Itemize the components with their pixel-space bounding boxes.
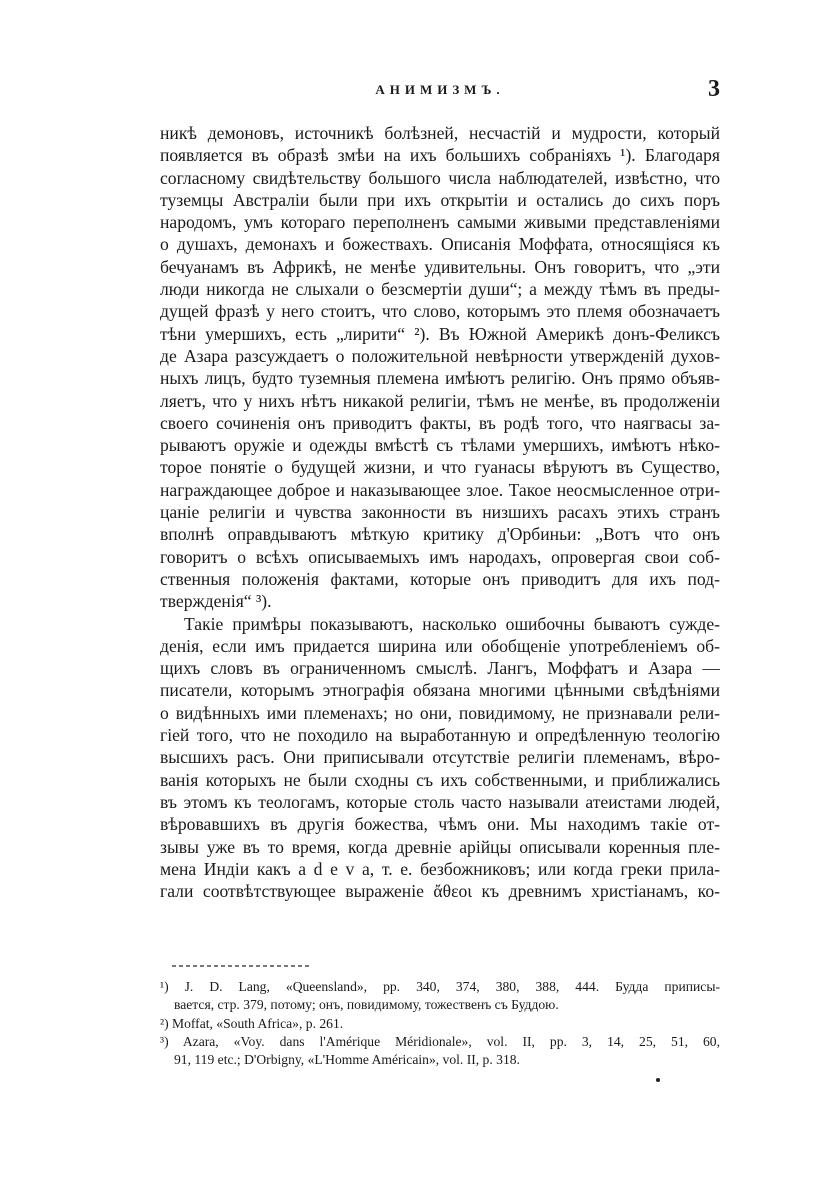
text-line: дущей фразѣ у него стоитъ, что слово, которымъ это племя обозначаетъ (160, 301, 720, 322)
footnote-line: вается, стр. 379, потому; онъ, повидимому, тожественъ съ Буддою. (174, 997, 559, 1013)
text-line: гали соотвѣтствующее выраженіе ἄθεοι къ древнимъ христіанамъ, ко- (160, 881, 720, 902)
running-head (160, 76, 720, 110)
footnote-divider (172, 965, 312, 967)
text-line: въ этомъ къ теологамъ, которые столь часто называли атеистами людей, (160, 791, 720, 812)
body-text (160, 122, 720, 902)
page-number: 3 (708, 76, 720, 102)
running-title: АНИМИЗМЪ. (375, 82, 505, 97)
text-line: говоритъ о всѣхъ описываемыхъ имъ народахъ, опровергая свои соб- (160, 546, 720, 567)
text-line: торое понятіе о будущей жизни, и что гуанасы вѣруютъ въ Существо, (160, 457, 720, 478)
text-line: мена Индіи какъ a d e v a, т. е. безбожниковъ; или когда греки прила- (160, 858, 720, 879)
text-line: высшихъ расъ. Они приписывали отсутствіе религіи племенамъ, вѣро- (160, 747, 720, 768)
text-line: о душахъ, демонахъ и божествахъ. Описанія Моффата, относящіяся къ (160, 234, 720, 255)
text-line: гіей того, что не походило на выработанную и опредѣленную теологію (160, 725, 720, 746)
text-line: появляется въ образѣ змѣи на ихъ большихъ собраніяхъ ¹). Благодаря (160, 145, 720, 166)
text-line: ванія которыхъ не были сходны съ ихъ собственными, и приближались (160, 769, 720, 790)
print-speck (656, 1078, 660, 1082)
text-line: люди никогда не слыхали о безсмертіи души“; а между тѣмъ въ преды- (160, 279, 720, 300)
text-line: туземцы Австраліи были при ихъ открытіи и остались до сихъ поръ (160, 189, 720, 210)
text-line: ляетъ, что у нихъ нѣтъ никакой религіи, тѣмъ не менѣе, въ продолженіи (160, 390, 720, 411)
text-line: щихъ словъ въ ограниченномъ смыслѣ. Лангъ, Моффатъ и Азара — (160, 658, 720, 679)
footnote-line: ³) Azara, «Voy. dans l'Amérique Méridionale», vol. II, pp. 3, 14, 25, 51, 60, (160, 1033, 720, 1049)
text-line: цаніе религіи и чувства законности въ низшихъ расахъ этихъ странъ (160, 502, 720, 523)
footnote-line: ¹) J. D. Lang, «Queensland», pp. 340, 374, 380, 388, 444. Будда приписы- (160, 979, 720, 994)
footnotes (160, 978, 720, 1069)
paragraph-first-line: Такіе примѣры показываютъ, насколько ошибочны бываютъ сужде- (184, 613, 720, 634)
text-line: вѣровавшихъ въ другія божества, чѣмъ они. Мы находимъ такіе от- (160, 814, 720, 835)
text-line: бечуанамъ въ Африкѣ, не менѣе удивительны. Онъ говоритъ, что „эти (160, 256, 720, 277)
paragraph-end-line: твержденія“ ³). (160, 591, 272, 612)
text-line: зывы уже въ то время, когда древніе арійцы описывали коренныя пле- (160, 836, 720, 857)
footnote-line: 91, 119 etc.; D'Orbigny, «L'Homme Américain», vol. II, p. 318. (174, 1052, 520, 1068)
text-line: денія, если имъ придается ширина или обобщеніе употребленіемъ об- (160, 635, 720, 656)
text-line: своего сочиненія онъ приводитъ факты, въ родѣ того, что наягвасы за- (160, 412, 720, 433)
footnote-line: ²) Moffat, «South Africa», p. 261. (160, 1015, 344, 1031)
text-line: согласному свидѣтельству большого числа наблюдателей, извѣстно, что (160, 167, 720, 188)
text-line: награждающее доброе и наказывающее злое. Такое неосмысленное отри- (160, 479, 720, 500)
text-line: рываютъ оружіе и одежды вмѣстѣ съ тѣлами умершихъ, имѣютъ нѣко- (160, 435, 720, 456)
text-line: писатели, которымъ этнографія обязана многими цѣнными свѣдѣніями (160, 680, 720, 701)
text-line: народомъ, умъ котораго переполненъ самыми живыми представленіями (160, 212, 720, 233)
text-line: тѣни умершихъ, есть „лирити“ ²). Въ Южной Америкѣ донъ-Феликсъ (160, 323, 720, 344)
text-line: о видѣнныхъ ими племенахъ; но они, повидимому, не признавали рели- (160, 702, 720, 723)
text-line: вполнѣ оправдываютъ мѣткую критику д'Орбиньи: „Вотъ что онъ (160, 524, 720, 545)
text-line: ственныя положенія фактами, которые онъ приводитъ для ихъ под- (160, 568, 720, 589)
text-line: ныхъ лицъ, будто туземныя племена имѣютъ религію. Онъ прямо объяв- (160, 368, 720, 389)
text-line: де Азара разсуждаетъ о положительной невѣрности утвержденій духов- (160, 345, 720, 366)
text-line: никѣ демоновъ, источникѣ болѣзней, несчастій и мудрости, который (160, 123, 720, 143)
